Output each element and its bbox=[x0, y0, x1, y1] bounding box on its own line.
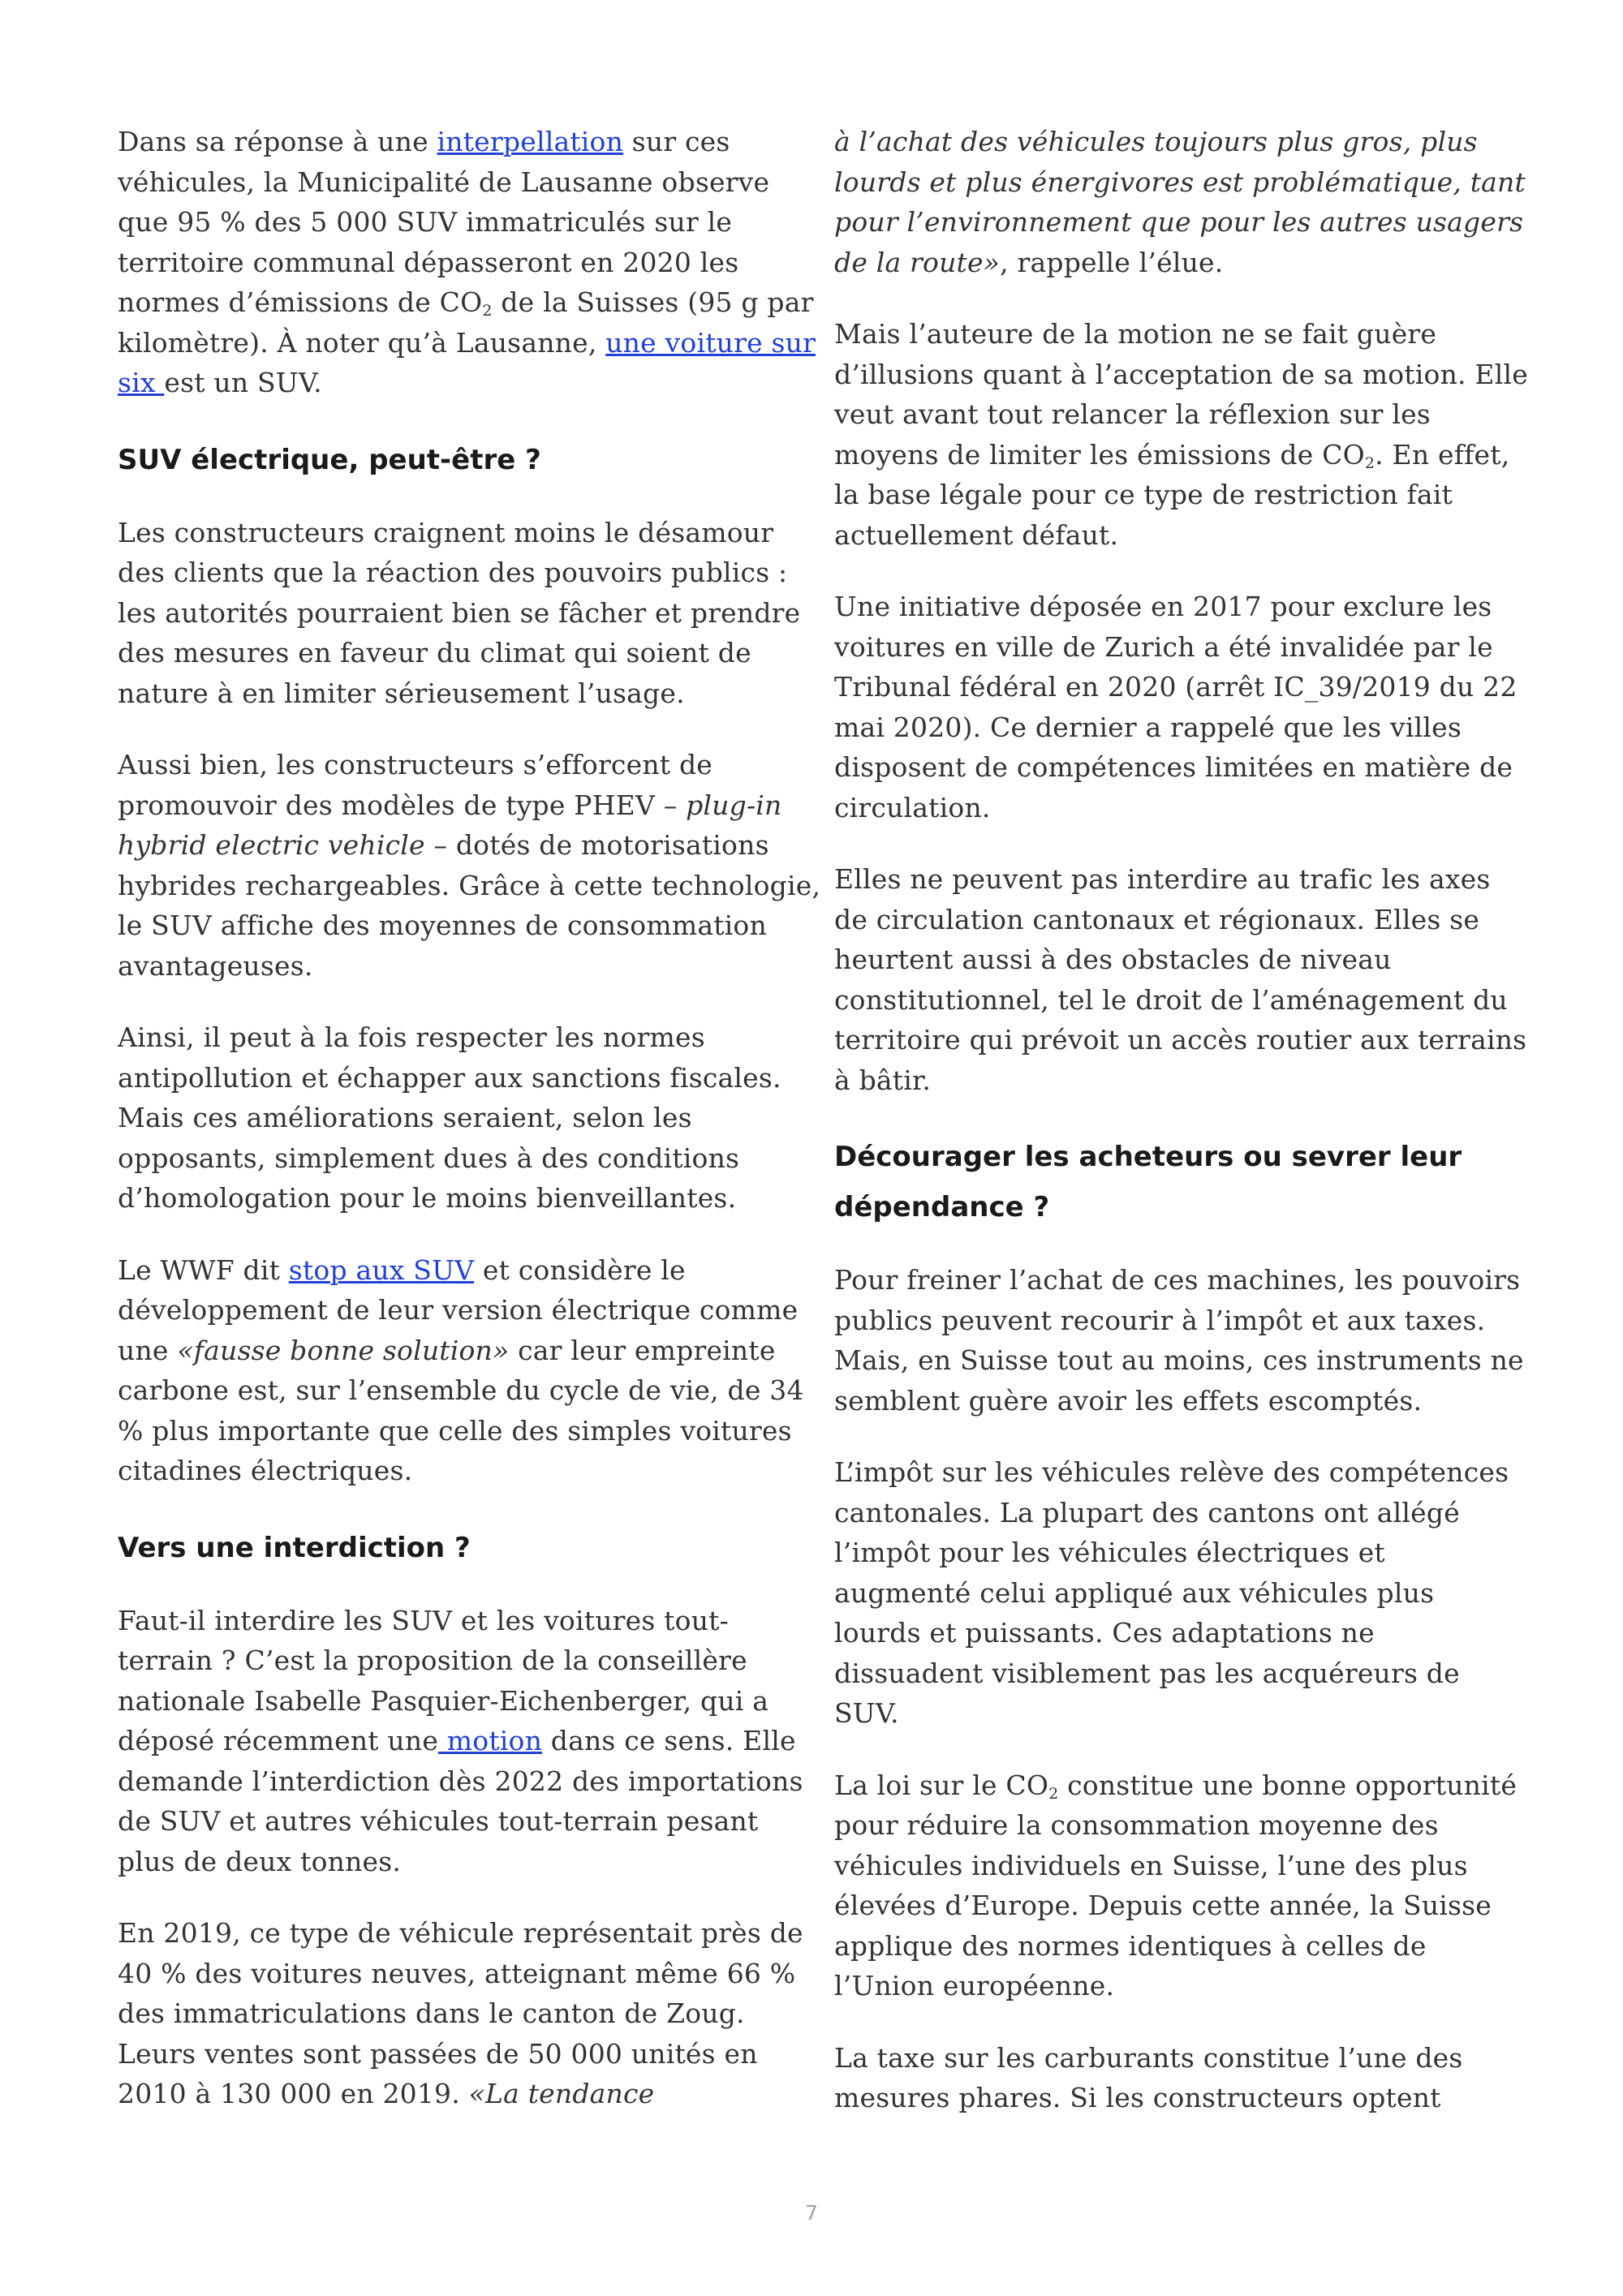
une-voiture-sur-six-link[interactable]: une voiture sur six bbox=[118, 326, 816, 398]
paragraph-motion bbox=[118, 1601, 824, 1882]
motion-link[interactable]: motion bbox=[438, 1725, 543, 1756]
text: La loi sur le CO bbox=[834, 1769, 1049, 1801]
paragraph-quote-continued bbox=[834, 122, 1528, 282]
paragraph-constructeurs: Les constructeurs craignent moins le désamour des clients que la réaction des pouvoirs publics : les autorités pourraient bien se fâcher et prendre des mesures en faveur du climat qui soient de nature à en limiter sérieusement l’usage. bbox=[118, 516, 801, 709]
paragraph-auteure bbox=[834, 314, 1528, 555]
text: constitue une bonne opportunité pour réduire la consommation moyenne des véhicules individuels en Suisse, l’une des plus élevées d’Europe. Depuis cette année, la Suisse applique des normes identiques à celles de l’Union européenne. bbox=[834, 1769, 1518, 2001]
paragraph-zurich: Une initiative déposée en 2017 pour exclure les voitures en ville de Zurich a été invalidée par le Tribunal fédéral en 2020 (arrêt IC_39/2019 du 22 mai 2020). Ce dernier a rappelé que les villes disposent de compétences limitées en matière de circulation. bbox=[834, 591, 1518, 823]
text: Aussi bien, les constructeurs s’efforcent de promouvoir des modèles de type PHEV – bbox=[118, 749, 712, 821]
italic-text: «La tendance bbox=[468, 2078, 655, 2109]
italic-text: à l’achat des véhicules toujours plus gros, plus lourds et plus énergivores est problématique, tant pour l’environnement que pour les autres usagers de la route» bbox=[834, 126, 1526, 278]
page-number: 7 bbox=[805, 2201, 818, 2225]
paragraph-lausanne bbox=[118, 122, 824, 403]
paragraph-antipollution: Ainsi, il peut à la fois respecter les normes antipollution et échapper aux sanctions fiscales. Mais ces améliorations seraient, selon les opposants, simplement dues à des conditions d’homologation pour le moins bienveillantes. bbox=[118, 1021, 781, 1214]
subscript: 2 bbox=[482, 302, 493, 320]
text: Faut-il interdire les SUV et les voitures tout-terrain ? C’est la proposition de la conseillère nationale Isabelle Pasquier-Eichenberger, qui a déposé récemment une bbox=[118, 1604, 769, 1756]
paragraph-2019 bbox=[118, 1913, 824, 2114]
text: – dotés de motorisations hybrides rechargeables. Grâce à cette technologie, le SUV affiche des moyennes de consommation avantageuses. bbox=[118, 829, 821, 982]
heading-suv-electrique: SUV électrique, peut-être ? bbox=[118, 443, 541, 476]
stop-aux-suv-link[interactable]: stop aux SUV bbox=[288, 1253, 475, 1286]
italic-text: «fausse bonne solution» bbox=[177, 1334, 510, 1366]
italic-text: plug-in hybrid electric vehicle bbox=[118, 789, 782, 861]
paragraph-taxe-carburants: La taxe sur les carburants constitue l’une des mesures phares. Si les constructeurs optent bbox=[834, 2041, 1463, 2113]
text: Mais l’auteure de la motion ne se fait guère d’illusions quant à l’acceptation de sa motion. Elle veut avant tout relancer la réflexion sur les moyens de limiter les émissions de CO bbox=[834, 318, 1528, 471]
paragraph-wwf bbox=[118, 1250, 824, 1491]
left-column bbox=[118, 122, 824, 2146]
text: de la Suisses (95 g par kilomètre). À noter qu’à Lausanne, bbox=[118, 286, 814, 359]
text: Le WWF dit bbox=[118, 1253, 289, 1286]
text: Dans sa réponse à une bbox=[118, 126, 437, 157]
paragraph-phev bbox=[118, 745, 824, 986]
text: est un SUV. bbox=[164, 367, 322, 398]
text: . En effet, la base légale pour ce type de restriction fait actuellement défaut. bbox=[834, 438, 1510, 551]
paragraph-axes: Elles ne peuvent pas interdire au trafic les axes de circulation cantonaux et régionaux. Elles se heurtent aussi à des obstacles de niveau constitutionnel, tel le droit de l’aménagement du territoire qui prévoit un accès routier aux terrains à bâtir. bbox=[834, 863, 1527, 1096]
text: En 2019, ce type de véhicule représentait près de 40 % des voitures neuves, atteignant même 66 % des immatriculations dans le canton de Zoug. Leurs ventes sont passées de 50 000 unités en 2010 à 130 000 en 2019. bbox=[118, 1917, 803, 2109]
interpellation-link[interactable]: interpellation bbox=[437, 126, 624, 157]
text: dans ce sens. Elle demande l’interdiction dès 2022 des importations de SUV et autres véhicules tout-terrain pesant plus de deux tonnes. bbox=[118, 1725, 803, 1877]
paragraph-impot-vehicules: L’impôt sur les véhicules relève des compétences cantonales. La plupart des cantons ont allégé l’impôt pour les véhicules électriques et augmenté celui appliqué aux véhicules plus lourds et puissants. Ces adaptations ne dissuadent visiblement pas les acquéreurs de SUV. bbox=[834, 1456, 1509, 1729]
right-column bbox=[834, 122, 1528, 2150]
paragraph-impot-taxes: Pour freiner l’achat de ces machines, les pouvoirs publics peuvent recourir à l’impôt et aux taxes. Mais, en Suisse tout au moins, ces instruments ne semblent guère avoir les effets escomptés. bbox=[834, 1264, 1524, 1417]
text: , rappelle l’élue. bbox=[1000, 246, 1224, 278]
text: sur ces véhicules, la Municipalité de Lausanne observe que 95 % des 5 000 SUV immatriculés sur le territoire communal dépasseront en 2020 les normes d’émissions de CO bbox=[118, 126, 770, 318]
subscript: 2 bbox=[1364, 454, 1375, 472]
heading-interdiction: Vers une interdiction ? bbox=[118, 1531, 471, 1564]
paragraph-loi-co2 bbox=[834, 1765, 1528, 2006]
heading-decourager: Décourager les acheteurs ou sevrer leur dépendance ? bbox=[834, 1141, 1462, 1223]
subscript: 2 bbox=[1048, 1784, 1059, 1803]
text: car leur empreinte carbone est, sur l’ensemble du cycle de vie, de 34 % plus importante que celle des simples voitures citadines électriques. bbox=[118, 1334, 804, 1486]
text: et considère le développement de leur version électrique comme une bbox=[118, 1253, 799, 1366]
